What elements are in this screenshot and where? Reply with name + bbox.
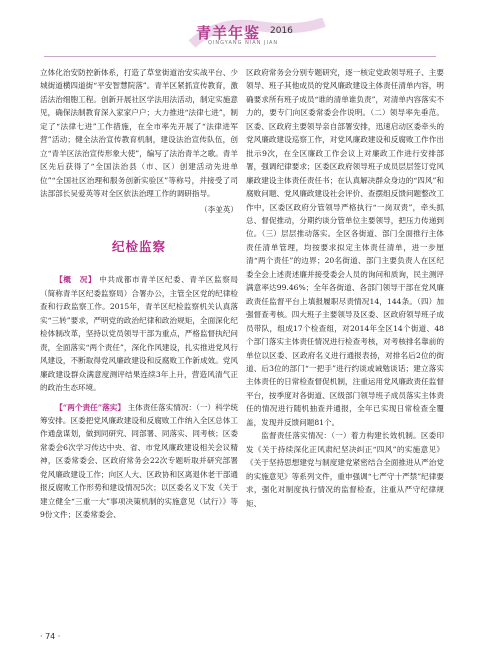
paragraph-supervision-responsibility: 监督责任落实情况：（一）着力构建长效机制。区委印发《关于持续深化正风肃纪坚决纠正“四风”的实施意见》《关于坚持思想建党与制度建党紧密结合全面推进从严治党的实施意见》等系列文件，重申强调“七严守十严禁”纪律要求，强化对制度执行情况的监督检查，注重从严守纪律规矩、: [246, 431, 444, 508]
two-responsibilities-text: 主体责任落实情况：（一）科学统筹安排。区委把党风廉政建设和反腐败工作纳入全区总体工作通盘谋划，做到同研究、同部署、同落实、同考核；区委常委会6次学习传达中央、省、市党风廉政建设相关会议精神，区委常委会、区政府常务会22次专题听取并研究部署党风廉政建设工作；向区人大、区政协和区离退休老干部通报反腐败工作形势和建设情况5次；以区委名义下发《关于建立健全“三重一大”事项决策机制的实施意见（试行）》等9份文件；区委常委会、: [40, 402, 238, 520]
two-responsibilities-heading: 【“两个责任”落实】: [55, 402, 125, 412]
right-column: [246, 66, 444, 510]
author-signature: （李並英）: [200, 204, 238, 214]
yearbook-logo-text: 青羊年鉴: [196, 24, 261, 42]
paragraph-rule-of-law: 立体化治安防控新体系，打造了草堂街道治安实战平台、少城街道横四道街“平安智慧院落”。青羊区紧抓宣传教育，激活法治细胞工程。创新开展社区学法用法活动，制定实施意见，确保法制教育深入家家户户；大力推进“法律七进”，制定了“法律七进”工作措施，在全市率先开展了“法律进军营”活动；健全法治宣传教育机制，建设法治宣传队伍，创立“青羊区法治宣传形象大使”，编写了法治青羊之歌。青羊区先后获得了“全国法治县（市、区）创建活动先进单位”“全国社区治理和服务创新实验区”等称号，并接受了司法部部长吴爱英等对全区依法治理工作的调研指导。: [40, 68, 238, 199]
paragraph-overview: [40, 273, 238, 394]
yearbook-pinyin: QINGYANG NIAN JIAN: [208, 40, 279, 46]
overview-heading: 【概 况】: [55, 275, 97, 285]
section-title: 纪检监察: [111, 238, 166, 254]
overview-text: 中共成都市青羊区纪委、青羊区监察局（简称青羊区纪委监察局）合署办公，主管全区党的纪律检查和行政监察工作。2015年，青羊区纪检监察机关认真落实“三转”要求，严明党的政治纪律和政治规矩，全面深化纪检体制改革，坚持以党员领导干部为重点，严格监督执纪问责，全面落实“两个责任”，深化作风建设，扎实推进党风行风建设，不断取得党风廉政建设和反腐败工作新成效。党风廉政建设群众满意度测评结果连续3年上升，营造风清气正的政治生态环境。: [40, 275, 239, 393]
paragraph-two-responsibilities: [40, 401, 238, 522]
paragraph-main-responsibility: 区政府常务会分别专题研究，逐一核定党政领导班子、主要领导、班子其他成员的党风廉政建设主体责任清单内容，明确要求所有班子成员“谁的清单谁负责”，对清单内容落实不力的，要专门向区委常委会作说明。（二）领导率先垂范。区委、区政府主要领导亲自部署安排，迅速启动区委牵头的党风廉政建设巡察工作，对党风廉政建设和反腐败工作作出批示9次，在全区廉政工作会议上对廉政工作进行安排部署，强调纪律要求；区委区政府领导班子成员层层签订党风廉政建设主体责任责任书；在认真解决群众身边的“四风”和腐败问题、党风廉政建设社会评价、查摆组反馈问题整改工作中，区委区政府分管领导严格执行“一岗双责”，牵头抓总、督促推动，分期约谈分管单位主要领导，把压力传递到位。（三）层层推动落实。全区各街道、部门全面推行主体责任清单管理，均按要求拟定主体责任清单，进一步厘清“两个责任”的边界；20名街道、部门主要负责人在区纪委全会上述责述廉并接受委会人员的询问和质询，民主测评满意率达99.46%；全年各街道、各部门领导干部在党风廉政责任监督平台上填报履职尽责情况14，144条。（四）加强督查考核。四大班子主要领导及区委、区政府领导班子成员带队，组成17个检查组，对2014年全区14个街道、48个部门落实主体责任情况进行检查考核，对考核排名靠前的单位以区委、区政府名义进行通报表扬，对排名后2位的街道、后3位的部门“一把手”进行约谈或诫勉谈话；建立落实主体责任的日常检查督促机制，注重运用党风廉政责任监督平台，按季度对各街道、区级部门领导班子成员落实主体责任的情况进行随机抽查并通报，全年已实现日常检查全覆盖，发现并反馈问题81个。: [246, 68, 444, 427]
header-divider: [44, 56, 436, 57]
page-header: [0, 0, 480, 62]
left-column: [40, 66, 238, 522]
page-number: · 74 ·: [40, 632, 61, 641]
yearbook-year: 2016: [270, 26, 293, 36]
